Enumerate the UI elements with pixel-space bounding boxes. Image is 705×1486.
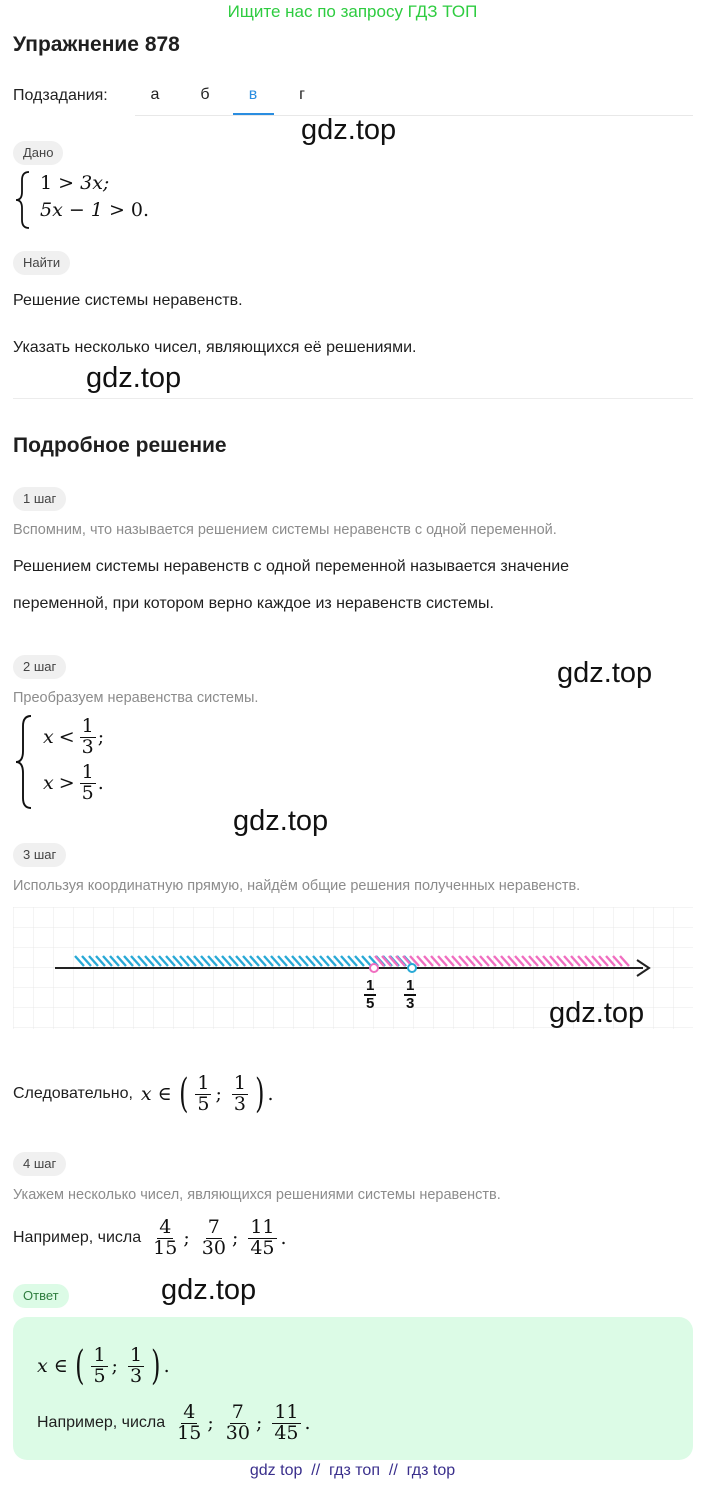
step3-pill: 3 шаг <box>13 843 66 867</box>
example1-den: 15 <box>153 1236 178 1259</box>
conclusion-prefix: Следовательно, <box>13 1085 133 1102</box>
answer-examples-end: . <box>304 1412 311 1434</box>
watermark: gdz.top <box>86 362 182 394</box>
conclusion-den1: 5 <box>197 1092 210 1115</box>
ineq2-num: 1 <box>81 761 94 783</box>
tab-a[interactable]: а <box>150 86 160 103</box>
ineq1-num: 1 <box>81 715 94 737</box>
conclusion-end: . <box>267 1083 274 1105</box>
given-line1-left: 1 <box>40 172 53 194</box>
example-fraction-3 <box>248 1215 276 1259</box>
step1-pill: 1 шаг <box>13 487 66 511</box>
open-point-one-third <box>408 964 416 972</box>
right-paren-icon: ) <box>255 1071 265 1117</box>
example1-num: 4 <box>159 1215 172 1238</box>
solution-title: Подробное решение <box>13 434 227 457</box>
conclusion-var-text: x ∈ <box>140 1083 172 1105</box>
given-line1-right: 3x; <box>80 172 110 194</box>
find-pill: Найти <box>13 251 70 275</box>
tick-label-one-fifth <box>364 978 376 1012</box>
step3-hint: Используя координатную прямую, найдём общие решения полученных неравенств. <box>13 878 581 894</box>
section-divider <box>13 398 693 399</box>
examples-end: . <box>280 1227 287 1249</box>
answer-example1-num: 4 <box>183 1400 196 1423</box>
answer-example2-num: 7 <box>231 1400 244 1423</box>
given-line2-op: > <box>108 199 125 221</box>
tick-label-one-third <box>404 978 416 1012</box>
left-paren-icon: ( <box>178 1071 189 1117</box>
active-tab-indicator <box>233 113 274 115</box>
step4-examples <box>13 1212 287 1264</box>
answer-example2-den: 30 <box>225 1421 250 1444</box>
ineq2-fraction <box>80 763 96 804</box>
right-paren-icon: ) <box>151 1343 161 1389</box>
tick2-num: 1 <box>406 977 415 994</box>
answer-interval <box>37 1337 170 1395</box>
top-banner: Ищите нас по запросу ГДЗ ТОП <box>227 2 478 21</box>
separator: ; <box>207 1412 214 1434</box>
step2-ineq1 <box>43 717 104 758</box>
separator: ; <box>231 1227 239 1249</box>
conclusion-num1: 1 <box>197 1071 210 1094</box>
step4-hint: Укажем несколько чисел, являющихся решениями системы неравенств. <box>13 1187 501 1203</box>
answer-interval-end: . <box>163 1355 170 1377</box>
find-text-1: Решение системы неравенств. <box>13 292 243 309</box>
ineq1-op: < <box>58 726 75 749</box>
tab-b[interactable]: б <box>200 86 210 103</box>
tick1-den: 5 <box>366 994 375 1012</box>
conclusion-den2: 3 <box>233 1092 246 1115</box>
watermark: gdz.top <box>301 114 397 146</box>
answer-pill: Ответ <box>13 1284 69 1308</box>
answer-example-2 <box>224 1400 252 1444</box>
example3-num: 11 <box>250 1215 275 1238</box>
answer-var <box>37 1355 68 1377</box>
ineq2-end: . <box>97 772 104 795</box>
tick1-num: 1 <box>366 977 375 994</box>
given-line2-left: 5x − 1 <box>40 199 103 221</box>
separator: ; <box>255 1412 263 1434</box>
answer-num2: 1 <box>129 1343 143 1366</box>
watermark: gdz.top <box>549 997 645 1029</box>
answer-examples <box>37 1397 311 1449</box>
step3-conclusion <box>13 1066 274 1122</box>
tab-g[interactable]: г <box>299 86 305 103</box>
conclusion-frac2 <box>232 1071 248 1115</box>
separator: ; <box>183 1227 190 1249</box>
step4-pill: 4 шаг <box>13 1152 66 1176</box>
step1-text-line1: Решением системы неравенств с одной переменной называется значение <box>13 558 570 575</box>
ineq2-var: x <box>43 772 54 795</box>
watermark: gdz.top <box>233 805 329 837</box>
answer-den2: 3 <box>129 1364 143 1387</box>
examples-prefix: Например, числа <box>13 1229 142 1246</box>
separator: ; <box>215 1083 222 1105</box>
subtasks-label: Подзадания: <box>13 87 108 104</box>
answer-num1: 1 <box>93 1343 106 1366</box>
step2-ineq2 <box>43 763 104 804</box>
tab-v[interactable]: в <box>248 86 258 103</box>
given-line1 <box>40 172 109 194</box>
step2-hint: Преобразуем неравенства системы. <box>13 690 259 706</box>
step1-text-line2: переменной, при котором верно каждое из неравенств системы. <box>13 595 494 612</box>
answer-frac1 <box>91 1343 107 1387</box>
answer-example3-den: 45 <box>274 1421 299 1444</box>
tick2-den: 3 <box>406 994 415 1012</box>
ineq2-den: 5 <box>81 781 94 804</box>
given-line2-right: 0. <box>130 199 150 221</box>
given-system <box>13 170 213 230</box>
step2-system <box>13 713 213 813</box>
answer-example-3 <box>272 1400 300 1444</box>
example3-den: 45 <box>250 1236 275 1259</box>
given-line1-op: > <box>58 172 75 194</box>
ineq1-den: 3 <box>81 735 94 758</box>
page-title: Упражнение 878 <box>13 33 180 56</box>
conclusion-num2: 1 <box>233 1071 246 1094</box>
ineq1-fraction <box>80 717 96 758</box>
conclusion-frac1 <box>195 1071 211 1115</box>
tabs-baseline <box>135 115 693 116</box>
answer-var-text: x ∈ <box>37 1355 68 1377</box>
answer-den1: 5 <box>93 1364 106 1387</box>
example2-num: 7 <box>207 1215 220 1238</box>
answer-examples-prefix: Например, числа <box>37 1414 166 1431</box>
open-point-one-fifth <box>370 964 378 972</box>
find-text-2: Указать несколько чисел, являющихся её решениями. <box>13 339 417 356</box>
example-fraction-1 <box>151 1215 179 1259</box>
separator: ; <box>111 1355 118 1377</box>
answer-example-1 <box>175 1400 203 1444</box>
answer-frac2 <box>128 1343 144 1387</box>
ineq2-op: > <box>58 772 75 795</box>
left-brace-icon <box>13 170 35 230</box>
given-line2 <box>40 199 149 221</box>
conclusion-var <box>141 1083 172 1105</box>
given-pill: Дано <box>13 141 63 165</box>
ineq1-var: x <box>43 726 54 749</box>
left-paren-icon: ( <box>74 1343 85 1389</box>
footer-links: gdz top // гдз топ // гдз top <box>249 1462 456 1479</box>
watermark: gdz.top <box>161 1274 257 1306</box>
step1-hint: Вспомним, что называется решением системы неравенств с одной переменной. <box>13 522 557 538</box>
example2-den: 30 <box>201 1236 226 1259</box>
step2-pill: 2 шаг <box>13 655 66 679</box>
watermark: gdz.top <box>557 657 653 689</box>
answer-example3-num: 11 <box>274 1400 299 1423</box>
ineq1-end: ; <box>97 726 105 749</box>
example-fraction-2 <box>200 1215 228 1259</box>
left-brace-icon <box>13 713 37 811</box>
answer-example1-den: 15 <box>177 1421 202 1444</box>
